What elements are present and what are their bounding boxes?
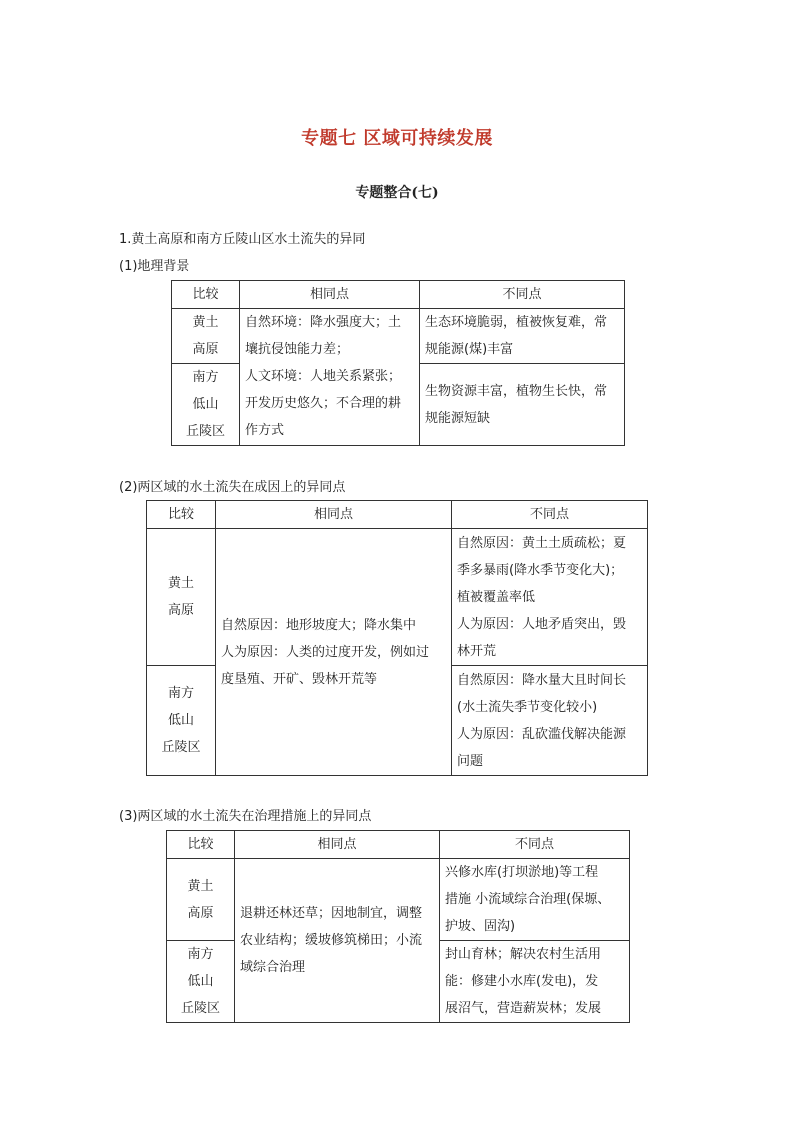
header-compare: 比较	[147, 501, 216, 529]
section3-heading: (3)两区域的水土流失在治理措施上的异同点	[119, 809, 372, 824]
section1-heading: 1.黄土高原和南方丘陵山区水土流失的异同	[119, 232, 366, 247]
region-southern-hills: 南方 低山 丘陵区	[167, 941, 235, 1023]
table-geographic-background	[171, 280, 625, 446]
diff-loess-plateau: 兴修水库(打坝淤地)等工程 措施 小流域综合治理(保塬、 护坡、固沟)	[440, 859, 630, 941]
section1-subheading: (1)地理背景	[119, 259, 190, 274]
header-same: 相同点	[240, 281, 420, 309]
section2-heading: (2)两区域的水土流失在成因上的异同点	[119, 480, 346, 495]
diff-loess-plateau: 生态环境脆弱，植被恢复难，常 规能源(煤)丰富	[420, 309, 625, 364]
region-loess-plateau: 黄土 高原	[147, 529, 216, 666]
diff-loess-plateau: 自然原因：黄土土质疏松；夏 季多暴雨(降水季节变化大)； 植被覆盖率低 人为原因：人地矛盾突出，毁 林开荒	[452, 529, 648, 666]
region-loess-plateau: 黄土 高原	[172, 309, 240, 364]
region-loess-plateau: 黄土 高原	[167, 859, 235, 941]
same-points: 自然环境：降水强度大；土 壤抗侵蚀能力差； 人文环境：人地关系紧张； 开发历史悠久；不合理的耕 作方式	[240, 309, 420, 446]
table-row	[167, 859, 630, 941]
region-southern-hills: 南方 低山 丘陵区	[147, 666, 216, 776]
table-header-row	[167, 831, 630, 859]
diff-southern-hills: 自然原因：降水量大且时间长 (水土流失季节变化较小) 人为原因：乱砍滥伐解决能源 问题	[452, 666, 648, 776]
region-southern-hills: 南方 低山 丘陵区	[172, 364, 240, 446]
header-same: 相同点	[216, 501, 452, 529]
header-diff: 不同点	[452, 501, 648, 529]
header-compare: 比较	[172, 281, 240, 309]
header-compare: 比较	[167, 831, 235, 859]
same-points: 退耕还林还草；因地制宜，调整 农业结构；缓坡修筑梯田；小流 域综合治理	[235, 859, 440, 1023]
page-subtitle: 专题整合(七)	[355, 185, 439, 201]
header-diff: 不同点	[420, 281, 625, 309]
table-row	[147, 529, 648, 666]
table-causes	[146, 500, 648, 776]
same-points: 自然原因：地形坡度大；降水集中 人为原因：人类的过度开发，例如过 度垦殖、开矿、毁林开荒等	[216, 529, 452, 776]
diff-southern-hills: 封山育林；解决农村生活用 能：修建小水库(发电)，发 展沼气，营造薪炭林；发展	[440, 941, 630, 1023]
header-diff: 不同点	[440, 831, 630, 859]
header-same: 相同点	[235, 831, 440, 859]
diff-southern-hills: 生物资源丰富，植物生长快，常 规能源短缺	[420, 364, 625, 446]
table-measures	[166, 830, 630, 1023]
table-header-row	[147, 501, 648, 529]
table-row	[172, 309, 625, 364]
table-header-row	[172, 281, 625, 309]
page-title: 专题七 区域可持续发展	[301, 128, 493, 149]
